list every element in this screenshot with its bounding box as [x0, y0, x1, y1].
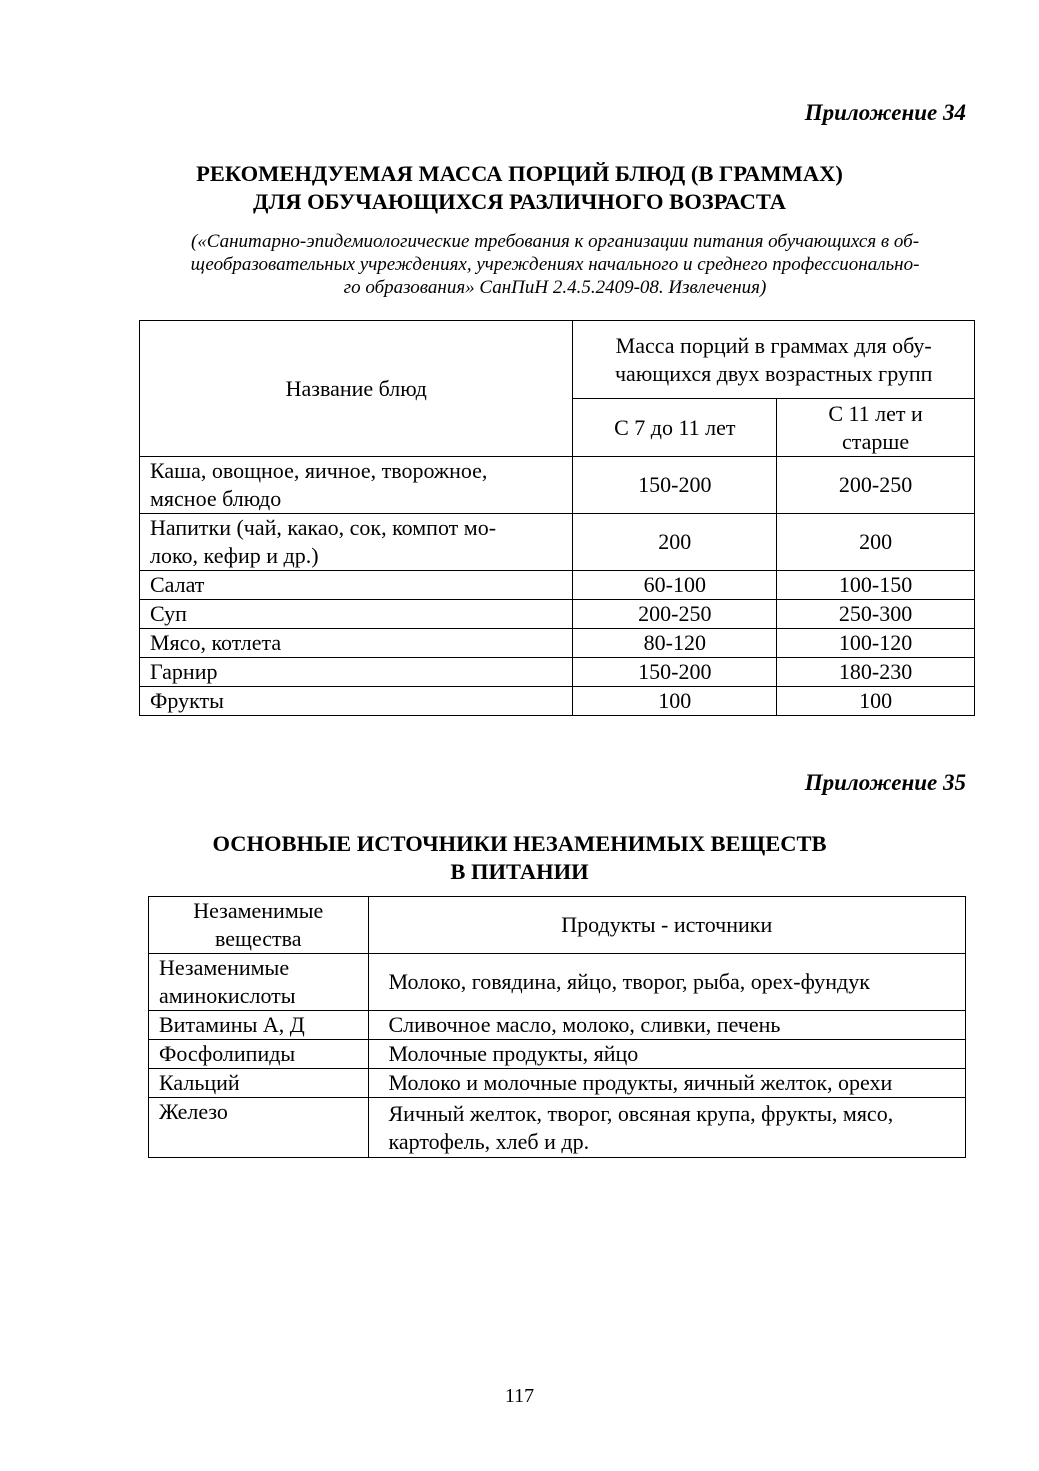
- title-line: ОСНОВНЫЕ ИСТОЧНИКИ НЕЗАМЕНИМЫХ ВЕЩЕСТВ: [212, 831, 827, 856]
- header-substance: [149, 897, 369, 954]
- portion-mass-table: [139, 320, 975, 716]
- source-line: щеобразовательных учреждениях, учреждениях начального и среднего профессионально-: [190, 254, 920, 275]
- substance-cell: Железо: [149, 1098, 369, 1158]
- dish-cell: Фрукты: [140, 687, 573, 716]
- table-row: [140, 687, 975, 716]
- table-row: [149, 954, 966, 1011]
- mass-7-11-cell: 200: [573, 514, 777, 571]
- title-line: ДЛЯ ОБУЧАЮЩИХСЯ РАЗЛИЧНОГО ВОЗРАСТА: [253, 189, 786, 214]
- mass-7-11-cell: 100: [573, 687, 777, 716]
- title-line: В ПИТАНИИ: [450, 859, 589, 884]
- appendix-35-title: [0, 830, 1039, 886]
- products-cell: Сливочное масло, молоко, сливки, печень: [368, 1011, 966, 1040]
- dish-line: Напитки (чай, какао, сок, компот мо-: [150, 515, 497, 540]
- dish-cell: Салат: [140, 571, 573, 600]
- header-line: вещества: [214, 926, 302, 951]
- dish-line: мясное блюдо: [150, 486, 282, 511]
- dish-cell: [140, 457, 573, 514]
- substance-cell: Витамины А, Д: [149, 1011, 369, 1040]
- table-row: [140, 457, 975, 514]
- essential-nutrients-table: [148, 896, 966, 1158]
- header-line: Незаменимые: [193, 898, 324, 923]
- header-age-7-11: С 7 до 11 лет: [573, 399, 777, 457]
- table-row: [140, 629, 975, 658]
- mass-11-plus-cell: 100-150: [777, 571, 975, 600]
- source-note: [140, 230, 970, 299]
- substance-line: Незаменимые: [159, 955, 290, 980]
- header-line: С 11 лет и: [828, 400, 923, 426]
- table-row: [149, 1098, 966, 1158]
- mass-11-plus-cell: 200: [777, 514, 975, 571]
- header-line: старше: [842, 428, 910, 454]
- table-row: [140, 600, 975, 629]
- table-row: [140, 571, 975, 600]
- products-line: Яичный желток, творог, овсяная крупа, фрукты, мясо,: [388, 1100, 894, 1126]
- table-row: [149, 1011, 966, 1040]
- substance-cell: [149, 954, 369, 1011]
- mass-7-11-cell: 80-120: [573, 629, 777, 658]
- dish-cell: [140, 514, 573, 571]
- substance-cell: Кальций: [149, 1069, 369, 1098]
- table-row: [149, 1069, 966, 1098]
- appendix-34-label: Приложение 34: [804, 100, 966, 125]
- products-cell: Молоко и молочные продукты, яичный желток, орехи: [368, 1069, 966, 1098]
- dish-line: Каша, овощное, яичное, творожное,: [150, 458, 488, 483]
- products-line: картофель, хлеб и др.: [388, 1128, 590, 1154]
- mass-11-plus-cell: 100-120: [777, 629, 975, 658]
- substance-line: аминокислоты: [159, 983, 296, 1008]
- dish-line: локо, кефир и др.): [150, 543, 319, 568]
- mass-11-plus-cell: 250-300: [777, 600, 975, 629]
- table-row: [140, 658, 975, 687]
- header-line: чающихся двух возрастных групп: [614, 360, 933, 386]
- source-line: («Санитарно-эпидемиологические требования к организации питания обучающихся в об-: [190, 231, 920, 252]
- appendix-34-title: [0, 160, 1039, 216]
- products-cell: Молоко, говядина, яйцо, творог, рыба, орех-фундук: [368, 954, 966, 1011]
- products-cell: [368, 1098, 966, 1158]
- mass-7-11-cell: 150-200: [573, 457, 777, 514]
- page-number: 117: [504, 1385, 535, 1407]
- mass-11-plus-cell: 200-250: [777, 457, 975, 514]
- products-cell: Молочные продукты, яйцо: [368, 1040, 966, 1069]
- header-products: Продукты - источники: [368, 897, 966, 954]
- mass-7-11-cell: 60-100: [573, 571, 777, 600]
- header-dish-name: Название блюд: [140, 321, 573, 457]
- substance-cell: Фосфолипиды: [149, 1040, 369, 1069]
- table-header-row: [140, 321, 975, 399]
- dish-cell: Гарнир: [140, 658, 573, 687]
- appendix-35-label: Приложение 35: [804, 770, 966, 795]
- dish-cell: Суп: [140, 600, 573, 629]
- table-row: [140, 514, 975, 571]
- mass-7-11-cell: 150-200: [573, 658, 777, 687]
- source-line: го образования» СанПиН 2.4.5.2409-08. Извлечения): [343, 277, 767, 298]
- title-line: РЕКОМЕНДУЕМАЯ МАССА ПОРЦИЙ БЛЮД (В ГРАММАХ): [196, 161, 843, 186]
- header-age-11-plus: [777, 399, 975, 457]
- header-line: Масса порций в граммах для обу-: [615, 332, 932, 358]
- table-header-row: [149, 897, 966, 954]
- mass-7-11-cell: 200-250: [573, 600, 777, 629]
- header-portion-mass: [573, 321, 975, 399]
- mass-11-plus-cell: 180-230: [777, 658, 975, 687]
- dish-cell: Мясо, котлета: [140, 629, 573, 658]
- mass-11-plus-cell: 100: [777, 687, 975, 716]
- table-row: [149, 1040, 966, 1069]
